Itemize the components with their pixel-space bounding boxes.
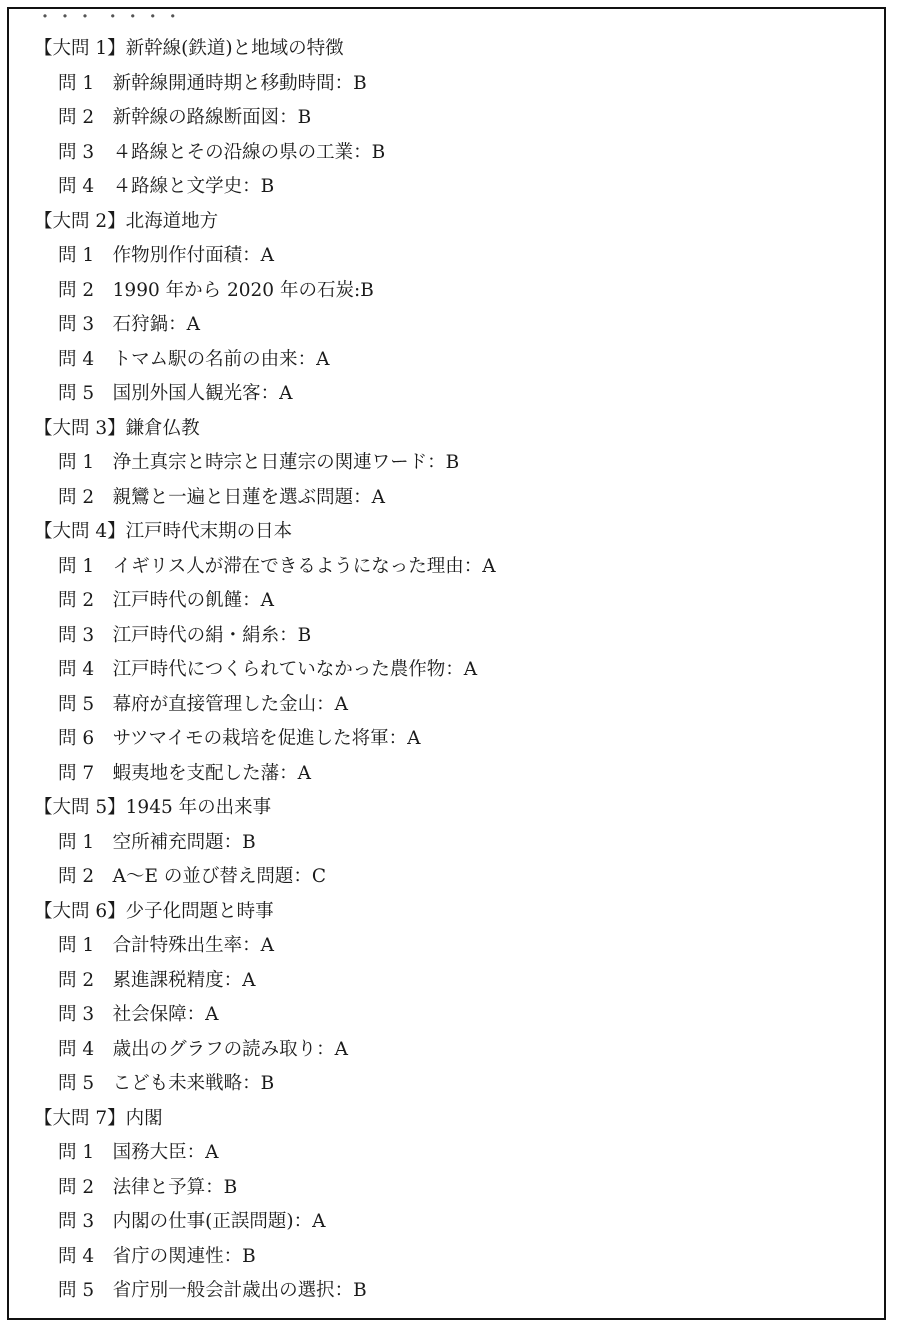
- question-item: 問 4 江戸時代につくられていなかった農作物：A: [58, 659, 478, 680]
- question-item: 問 7 蝦夷地を支配した藩：A: [58, 762, 312, 784]
- question-item: 問 2 法律と予算：B: [58, 1176, 238, 1198]
- question-item: 問 2 親鸞と一遍と日蓮を選ぶ問題：A: [58, 486, 386, 508]
- question-item: 問 3 社会保障：A: [58, 1004, 219, 1025]
- question-item: 問 5 省庁別一般会計歳出の選択：B: [58, 1280, 367, 1301]
- section-heading: 【大問 5】1945 年の出来事: [34, 797, 272, 818]
- question-item: 問 4 歳出のグラフの読み取り：A: [58, 1038, 349, 1060]
- question-item: 問 1 作物別作付面積：A: [58, 245, 275, 266]
- cropped-top-text: ・・・ ・・・・: [36, 7, 184, 28]
- question-item: 問 2 累進課税精度：A: [58, 969, 256, 991]
- question-item: 問 5 こども未来戦略：B: [58, 1073, 275, 1094]
- question-item: 問 1 浄土真宗と時宗と日蓮宗の関連ワード：B: [58, 452, 460, 473]
- question-item: 問 1 新幹線開通時期と移動時間：B: [58, 72, 367, 94]
- section-heading: 【大問 3】鎌倉仏教: [34, 417, 200, 439]
- section-heading: 【大問 6】少子化問題と時事: [34, 900, 274, 922]
- question-item: 問 6 サツマイモの栽培を促進した将軍：A: [58, 728, 421, 749]
- question-item: 問 3 内閣の仕事(正誤問題)：A: [58, 1211, 326, 1232]
- question-item: 問 4 ４路線と文学史：B: [58, 176, 275, 197]
- section-heading: 【大問 7】内閣: [34, 1107, 163, 1129]
- section-heading: 【大問 1】新幹線(鉄道)と地域の特徴: [34, 38, 344, 59]
- question-item: 問 1 イギリス人が滞在できるようになった理由：A: [58, 555, 496, 577]
- question-item: 問 4 トマム駅の名前の由来：A: [58, 348, 330, 370]
- question-item: 問 3 石狩鍋：A: [58, 314, 201, 335]
- question-item: 問 4 省庁の関連性：B: [58, 1245, 256, 1267]
- question-item: 問 2 A～E の並び替え問題：C: [58, 866, 327, 887]
- question-item: 問 2 江戸時代の飢饉：A: [58, 590, 275, 611]
- question-item: 問 2 1990 年から 2020 年の石炭:B: [58, 279, 374, 301]
- question-item: 問 3 江戸時代の絹・絹糸：B: [58, 624, 312, 646]
- question-item: 問 1 国務大臣：A: [58, 1142, 219, 1163]
- section-heading: 【大問 2】北海道地方: [34, 210, 219, 232]
- question-item: 問 1 空所補充問題：B: [58, 831, 256, 853]
- question-item: 問 3 ４路線とその沿線の県の工業：B: [58, 141, 386, 163]
- question-item: 問 5 幕府が直接管理した金山：A: [58, 693, 349, 715]
- question-item: 問 5 国別外国人観光客：A: [58, 383, 293, 404]
- document-body: [34, 32, 864, 1309]
- section-heading: 【大問 4】江戸時代末期の日本: [34, 521, 293, 542]
- question-item: 問 2 新幹線の路線断面図：B: [58, 107, 312, 128]
- question-item: 問 1 合計特殊出生率：A: [58, 935, 275, 956]
